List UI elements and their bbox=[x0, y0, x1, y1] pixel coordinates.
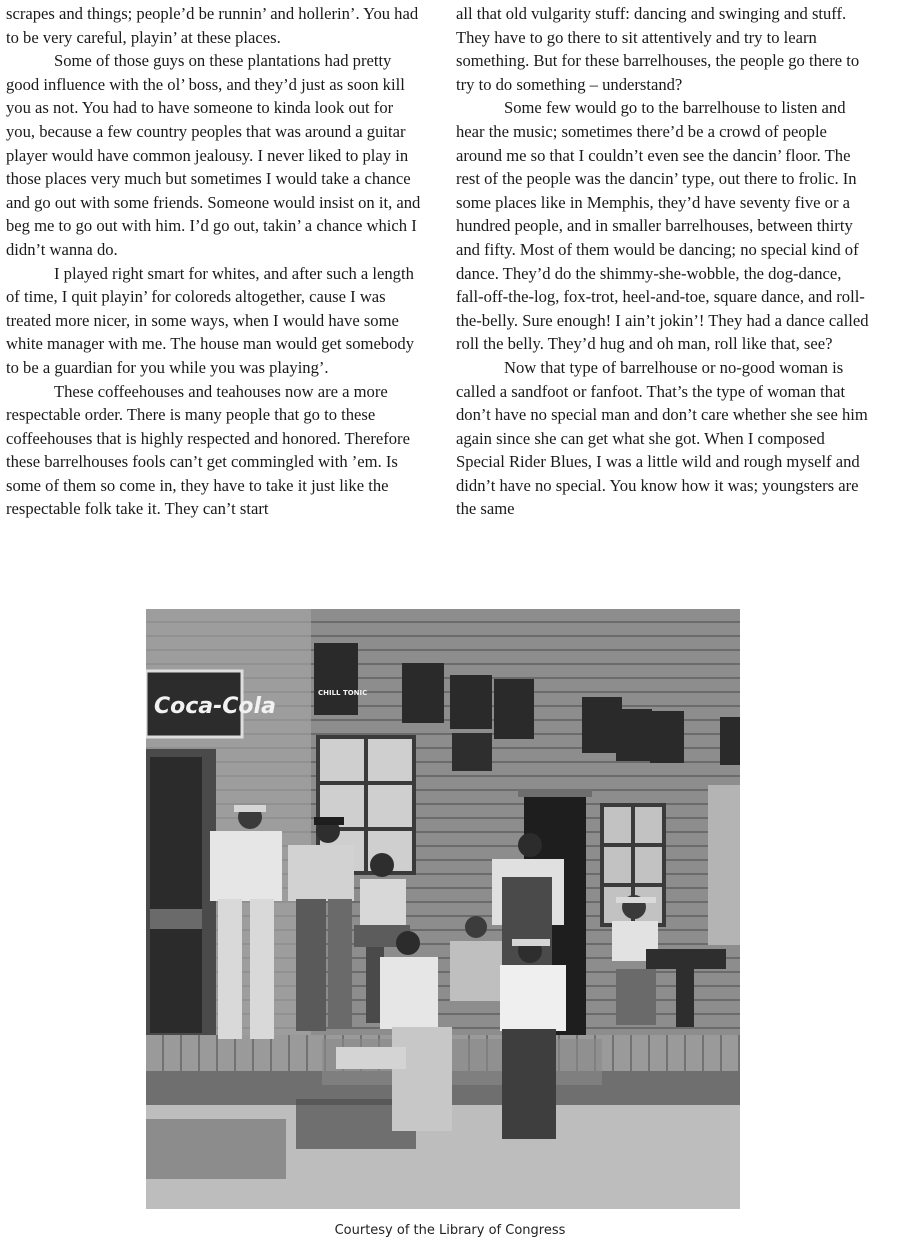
paragraph: Some of those guys on these plantations had pretty good influence with the ol’ boss, and they’d just as soon kill you as not. You had to have someone to kinda look out for you, because a few country peoples that was around a guitar player would have common jealousy. I never liked to play in those places very much but sometimes I would take a chance and go out with some friends. Someone would insist on it, and beg me to go out with him. I’d go out, takin’ a chance which I didn’t wanna do. bbox=[6, 51, 421, 259]
left-text-column bbox=[6, 2, 422, 521]
coca-cola-sign-text: Coca-Cola bbox=[154, 694, 276, 719]
right-text-column bbox=[456, 2, 872, 521]
tonic-sign-text: CHILL TONIC bbox=[318, 689, 368, 697]
paragraph: scrapes and things; people’d be runnin’ and hollerin’. You had to be very careful, playin’ at these places. bbox=[6, 4, 419, 47]
paragraph: all that old vulgarity stuff: dancing and swinging and stuff. They have to go there to sit attentively and try to learn something. But for these barrelhouses, the people go there to try to do something – understand? bbox=[456, 4, 860, 94]
paragraph: Some few would go to the barrelhouse to listen and hear the music; sometimes there’d be a crowd of people around me so that I couldn’t even see the dancin’ floor. The rest of the people was the dancin’ type, out there to frolic. In some places like in Memphis, they’d have seventy five or a hundred people, and in smaller barrelhouses, between thirty and fifty. Most of them would be dancing; no special kind of dance. They’d do the shimmy-she-wobble, the dog-dance, fall-off-the-log, fox-trot, heel-and-toe, square dance, and roll-the-belly. Sure enough! I ain’t jokin’! They had a dance called roll the belly. They’d hug and oh man, roll like that, see? bbox=[456, 98, 869, 354]
paragraph: These coffeehouses and teahouses now are a more respectable order. There is many people that go to these coffeehouses that is highly respected and honored. Therefore these barrelhouses fools can’t get commingled with ’em. Is some of them so come in, they have to take it just like the respectable folk take it. They can’t start bbox=[6, 381, 410, 519]
storefront-porch-scene bbox=[146, 609, 740, 1209]
photo-caption: Courtesy of the Library of Congress bbox=[334, 1223, 566, 1238]
paragraph: I played right smart for whites, and after such a length of time, I quit playin’ for coloreds altogether, cause I was treated more nicer, in some ways, when I would have some white manager with me. The house man would get somebody to be a guardian for you while you was playing’. bbox=[6, 263, 414, 377]
paragraph: Now that type of barrelhouse or no-good woman is called a sandfoot or fanfoot. That’s the type of woman that don’t have no special man and don’t care whether she see him again since she can get what she got. When I composed Special Rider Blues, I was a little wild and rough myself and didn’t have no special. You know how it was; youngsters are the same bbox=[456, 357, 868, 519]
historical-photograph bbox=[146, 609, 740, 1209]
